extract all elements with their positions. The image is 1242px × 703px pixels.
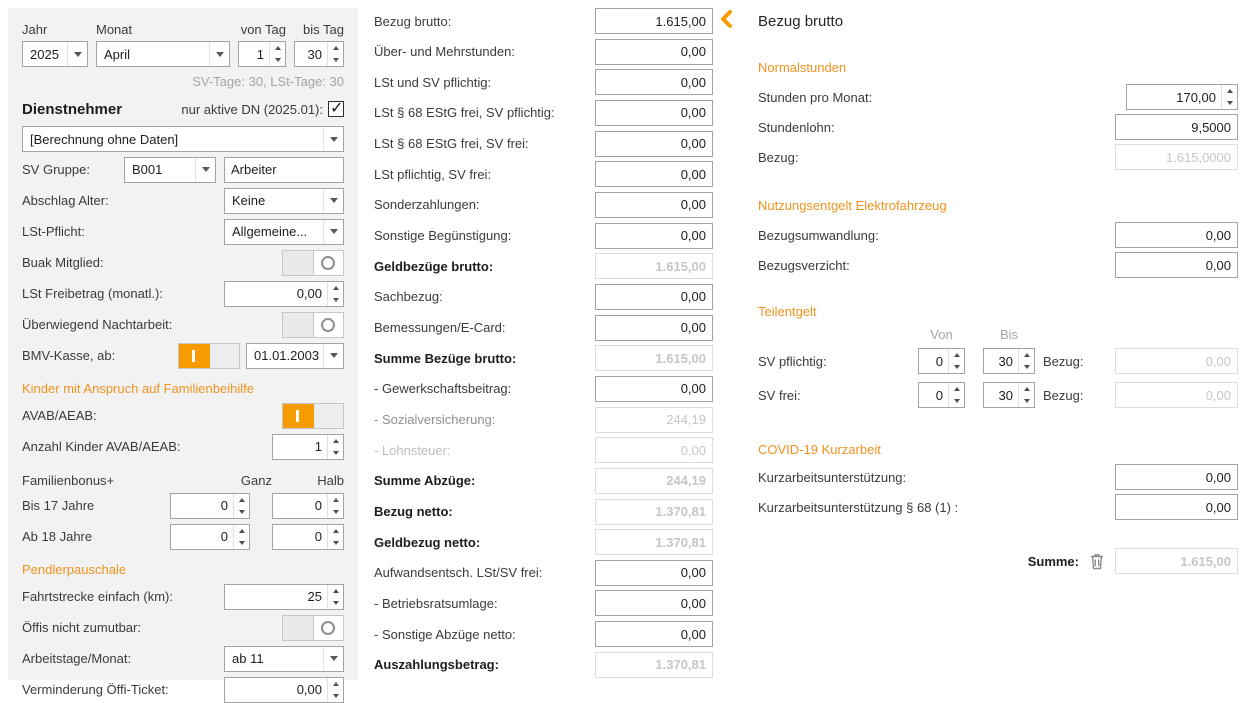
- buak-mitglied-toggle[interactable]: [282, 250, 344, 276]
- spin-down-icon[interactable]: [1019, 361, 1034, 373]
- abrechnung-row: [374, 69, 713, 95]
- covid-heading: COVID-19 Kurzarbeit: [758, 441, 881, 457]
- nutzungsentgelt-heading: Nutzungsentgelt Elektrofahrzeug: [758, 197, 947, 213]
- sv-frei-von-stepper[interactable]: 0: [918, 382, 965, 408]
- bezugsumwandlung-input[interactable]: 0,00: [1115, 222, 1238, 248]
- abrechnung-row-label: Summe Bezüge brutto:: [374, 350, 517, 366]
- abrechnung-row-input[interactable]: 0,00: [595, 69, 713, 95]
- lst-freibetrag-label: LSt Freibetrag (monatl.):: [22, 286, 163, 301]
- jahr-label: Jahr: [22, 22, 48, 37]
- abrechnung-row: [374, 345, 713, 371]
- abrechnung-row: [374, 652, 713, 678]
- abrechnung-row-label: LSt § 68 EStG frei, SV pflichtig:: [374, 105, 555, 121]
- abrechnung-row-input[interactable]: 0,00: [595, 560, 713, 586]
- abrechnung-row: [374, 100, 713, 126]
- abrechnung-row-input: 0,00: [595, 437, 713, 463]
- abrechnung-row-label: LSt pflichtig, SV frei:: [374, 166, 492, 182]
- abrechnung-row-label: - Betriebsratsumlage:: [374, 595, 498, 611]
- bis17-halb-stepper[interactable]: 0: [272, 493, 344, 519]
- spin-up-icon[interactable]: [328, 525, 343, 537]
- abrechnung-row-input[interactable]: 1.615,00: [595, 8, 713, 34]
- chevron-down-icon: [195, 158, 215, 182]
- avab-toggle[interactable]: [282, 403, 344, 429]
- sv-frei-label: SV frei:: [758, 387, 801, 403]
- dienstnehmer-dropdown[interactable]: [Berechnung ohne Daten]: [22, 126, 344, 152]
- spin-up-icon[interactable]: [1222, 85, 1237, 97]
- abrechnung-row-label: Sonstige Begünstigung:: [374, 228, 512, 244]
- abschlag-alter-dropdown[interactable]: Keine: [224, 188, 344, 214]
- bezugsverzicht-label: Bezugsverzicht:: [758, 257, 850, 273]
- abrechnung-row-label: LSt § 68 EStG frei, SV frei:: [374, 136, 529, 152]
- abrechnung-row-label: Geldbezug netto:: [374, 534, 481, 550]
- stunden-pro-monat-stepper[interactable]: 170,00: [1126, 84, 1238, 110]
- abschlag-alter-label: Abschlag Alter:: [22, 193, 109, 208]
- abrechnung-row: [374, 376, 713, 402]
- abrechnung-row-input[interactable]: 0,00: [595, 621, 713, 647]
- abrechnung-row-input[interactable]: 0,00: [595, 590, 713, 616]
- anzahl-kinder-label: Anzahl Kinder AVAB/AEAB:: [22, 439, 181, 454]
- sv-frei-bezug-field: 0,00: [1115, 382, 1238, 408]
- abrechnung-row: [374, 253, 713, 279]
- abrechnung-row-label: Bezug brutto:: [374, 13, 452, 29]
- detail-title: Bezug brutto: [758, 12, 844, 30]
- ganz-column-label: Ganz: [240, 473, 272, 488]
- abrechnung-row: [374, 223, 713, 249]
- abrechnung-row-input[interactable]: 0,00: [595, 39, 713, 65]
- abrechnung-row: [374, 8, 713, 34]
- abrechnung-row: [374, 529, 713, 555]
- arbeitstage-dropdown[interactable]: ab 11: [224, 646, 344, 672]
- bezug-label: Bezug:: [758, 149, 799, 165]
- spin-down-icon[interactable]: [1222, 97, 1237, 109]
- lst-pflicht-label: LSt-Pflicht:: [22, 224, 85, 239]
- spin-up-icon[interactable]: [328, 585, 343, 597]
- fahrtstrecke-label: Fahrtstrecke einfach (km):: [22, 589, 173, 604]
- abrechnung-row-input[interactable]: 0,00: [595, 161, 713, 187]
- abrechnung-row-input[interactable]: 0,00: [595, 192, 713, 218]
- abrechnung-rows: [374, 8, 713, 678]
- abrechnung-row-input[interactable]: 0,00: [595, 284, 713, 310]
- abrechnung-row-input: 1.615,00: [595, 345, 713, 371]
- abrechnung-row: [374, 621, 713, 647]
- chevron-down-icon: [323, 647, 343, 671]
- spin-down-icon[interactable]: [328, 537, 343, 549]
- bis-17-jahre-label: Bis 17 Jahre: [22, 498, 95, 513]
- stundenlohn-input[interactable]: 9,5000: [1115, 114, 1238, 140]
- sv-pflichtig-bezug-field: 0,00: [1115, 348, 1238, 374]
- abrechnung-row-input: 244,19: [595, 468, 713, 494]
- abrechnung-row-label: Sonderzahlungen:: [374, 197, 480, 213]
- spin-up-icon[interactable]: [234, 525, 249, 537]
- selected-row-chevron-icon[interactable]: [719, 9, 733, 29]
- stunden-pro-monat-label: Stunden pro Monat:: [758, 89, 873, 105]
- sv-gruppe-name-input[interactable]: Arbeiter: [224, 157, 344, 183]
- nur-aktive-dn-label: nur aktive DN (2025.01):: [181, 101, 323, 117]
- abrechnung-row-input[interactable]: 0,00: [595, 131, 713, 157]
- spin-down-icon[interactable]: [949, 395, 964, 407]
- abrechnung-row-label: Bemessungen/E-Card:: [374, 320, 506, 336]
- spin-down-icon[interactable]: [234, 506, 249, 518]
- lst-freibetrag-stepper[interactable]: 0,00: [224, 281, 344, 307]
- abrechnung-row-label: Sachbezug:: [374, 289, 443, 305]
- kurzarbeitsunterstuetzung-input[interactable]: 0,00: [1115, 464, 1238, 490]
- pendlerpauschale-heading: Pendlerpauschale: [22, 561, 127, 577]
- abrechnung-row: [374, 499, 713, 525]
- abrechnung-row-label: Auszahlungsbetrag:: [374, 657, 499, 673]
- sv-gruppe-dropdown[interactable]: B001: [124, 157, 216, 183]
- abrechnung-row: [374, 315, 713, 341]
- spin-down-icon[interactable]: [1019, 395, 1034, 407]
- abrechnung-row-input[interactable]: 0,00: [595, 376, 713, 402]
- abrechnung-row: [374, 468, 713, 494]
- arbeitstage-label: Arbeitstage/Monat:: [22, 651, 132, 666]
- spin-down-icon[interactable]: [328, 294, 343, 306]
- stundenlohn-label: Stundenlohn:: [758, 119, 835, 135]
- abrechnung-row-label: Über- und Mehrstunden:: [374, 44, 515, 60]
- buak-mitglied-label: Buak Mitglied:: [22, 255, 104, 270]
- settings-panel: [8, 8, 358, 697]
- abrechnung-row: [374, 560, 713, 586]
- spin-up-icon[interactable]: [328, 435, 343, 447]
- abrechnung-row: [374, 437, 713, 463]
- oeffis-label: Öffis nicht zumutbar:: [22, 620, 141, 635]
- chevron-down-icon: [323, 220, 343, 244]
- sv-pflichtig-von-stepper[interactable]: 0: [918, 348, 965, 374]
- abrechnung-row-label: - Lohnsteuer:: [374, 442, 451, 458]
- spin-down-icon[interactable]: [328, 506, 343, 518]
- kurzarbeitsunterstuetzung-68-label: Kurzarbeitsunterstützung § 68 (1) :: [758, 499, 959, 515]
- ab-18-jahre-label: Ab 18 Jahre: [22, 529, 93, 544]
- spin-down-icon[interactable]: [270, 54, 285, 66]
- fahrtstrecke-stepper[interactable]: 25: [224, 584, 344, 610]
- bmv-kasse-toggle[interactable]: [178, 343, 240, 369]
- avab-label: AVAB/AEAB:: [22, 408, 97, 423]
- abrechnung-row-label: Bezug netto:: [374, 504, 453, 519]
- abrechnung-row: [374, 590, 713, 616]
- abrechnung-row-input: 1.370,81: [595, 529, 713, 555]
- bis17-ganz-stepper[interactable]: 0: [170, 493, 250, 519]
- bmv-kasse-label: BMV-Kasse, ab:: [22, 348, 116, 363]
- monat-label: Monat: [96, 22, 133, 37]
- spin-up-icon[interactable]: [949, 383, 964, 395]
- monat-dropdown[interactable]: April: [96, 41, 230, 67]
- spin-up-icon[interactable]: [328, 678, 343, 690]
- verminderung-label: Verminderung Öffi-Ticket:: [22, 682, 169, 697]
- abrechnung-row-input: 244,19: [595, 407, 713, 433]
- bezugsumwandlung-label: Bezugsumwandlung:: [758, 227, 879, 243]
- sv-frei-bis-stepper[interactable]: 30: [983, 382, 1035, 408]
- kurzarbeitsunterstuetzung-label: Kurzarbeitsunterstützung:: [758, 469, 907, 485]
- nachtarbeit-label: Überwiegend Nachtarbeit:: [22, 317, 173, 332]
- spin-up-icon[interactable]: [1019, 349, 1034, 361]
- spin-down-icon[interactable]: [328, 690, 343, 702]
- chevron-down-icon: [323, 189, 343, 213]
- sv-gruppe-label: SV Gruppe:: [22, 162, 90, 177]
- abrechnung-row-label: - Sonstige Abzüge netto:: [374, 626, 516, 642]
- spin-up-icon[interactable]: [328, 494, 343, 506]
- chevron-down-icon: [323, 344, 343, 368]
- abrechnung-row-input: 1.370,81: [595, 499, 713, 525]
- bezug-brutto-detail-panel: [742, 10, 1238, 574]
- abrechnung-row-label: - Sozialversicherung:: [374, 412, 496, 428]
- jahr-dropdown[interactable]: 2025: [22, 41, 88, 67]
- von-column-label: Von: [930, 327, 953, 342]
- abrechnung-row: [374, 192, 713, 218]
- abrechnung-row-input: 1.615,00: [595, 253, 713, 279]
- oeffis-toggle[interactable]: [282, 615, 344, 641]
- abrechnung-row-label: - Gewerkschaftsbeitrag:: [374, 381, 512, 397]
- von-tag-label: von Tag: [240, 22, 286, 37]
- bmv-datum-dropdown[interactable]: 01.01.2003: [246, 343, 344, 369]
- ab18-ganz-stepper[interactable]: 0: [170, 524, 250, 550]
- spin-up-icon[interactable]: [328, 282, 343, 294]
- sv-pflichtig-bis-stepper[interactable]: 30: [983, 348, 1035, 374]
- lst-pflicht-dropdown[interactable]: Allgemeine...: [224, 219, 344, 245]
- abrechnung-row-label: LSt und SV pflichtig:: [374, 74, 492, 90]
- summe-field: 1.615,00: [1115, 548, 1238, 574]
- abrechnung-row-input[interactable]: 0,00: [595, 100, 713, 126]
- period-labels: [22, 22, 344, 37]
- chevron-down-icon: [67, 42, 87, 66]
- abrechnung-row-label: Aufwandsentsch. LSt/SV frei:: [374, 565, 543, 581]
- spin-up-icon[interactable]: [234, 494, 249, 506]
- sv-pflichtig-label: SV pflichtig:: [758, 353, 827, 369]
- halb-column-label: Halb: [317, 473, 344, 488]
- spin-down-icon[interactable]: [328, 597, 343, 609]
- nachtarbeit-toggle[interactable]: [282, 312, 344, 338]
- sv-frei-bezug-label: Bezug:: [1043, 387, 1084, 403]
- von-tag-stepper[interactable]: 1: [238, 41, 286, 67]
- spin-up-icon[interactable]: [270, 42, 285, 54]
- bezugsverzicht-input[interactable]: 0,00: [1115, 252, 1238, 278]
- nur-aktive-dn-checkbox[interactable]: [328, 101, 344, 117]
- spin-up-icon[interactable]: [1019, 383, 1034, 395]
- chevron-down-icon: [209, 42, 229, 66]
- abrechnung-row-label: Summe Abzüge:: [374, 473, 476, 489]
- abrechnung-row-input: 1.370,81: [595, 652, 713, 678]
- abrechnung-row: [374, 161, 713, 187]
- bezug-readonly-field: 1.615,0000: [1115, 144, 1238, 170]
- abrechnung-row: [374, 284, 713, 310]
- summe-label: Summe:: [1027, 553, 1079, 569]
- spin-down-icon[interactable]: [234, 537, 249, 549]
- abrechnung-row-input[interactable]: 0,00: [595, 315, 713, 341]
- spin-down-icon[interactable]: [328, 447, 343, 459]
- sv-lst-tage-info: SV-Tage: 30, LSt-Tage: 30: [192, 74, 344, 89]
- bis-tag-label: bis Tag: [303, 22, 344, 37]
- teilentgelt-heading: Teilentgelt: [758, 303, 817, 319]
- kurzarbeitsunterstuetzung-68-input[interactable]: 0,00: [1115, 494, 1238, 520]
- chevron-down-icon: [323, 127, 343, 151]
- normalstunden-heading: Normalstunden: [758, 59, 847, 75]
- bis-tag-stepper[interactable]: 30: [294, 41, 344, 67]
- dienstnehmer-title: Dienstnehmer: [22, 100, 123, 118]
- abrechnung-row-input[interactable]: 0,00: [595, 223, 713, 249]
- ab18-halb-stepper[interactable]: 0: [272, 524, 344, 550]
- verminderung-stepper[interactable]: 0,00: [224, 677, 344, 703]
- anzahl-kinder-stepper[interactable]: 1: [272, 434, 344, 460]
- sv-pflichtig-bezug-label: Bezug:: [1043, 353, 1084, 369]
- spin-down-icon[interactable]: [949, 361, 964, 373]
- spin-down-icon[interactable]: [328, 54, 343, 66]
- bis-column-label: Bis: [999, 327, 1019, 342]
- trash-icon[interactable]: [1088, 551, 1106, 571]
- kinder-heading: Kinder mit Anspruch auf Familienbeihilfe: [22, 380, 254, 396]
- abrechnung-row-label: Geldbezüge brutto:: [374, 258, 494, 274]
- abrechnung-row: [374, 131, 713, 157]
- spin-up-icon[interactable]: [328, 42, 343, 54]
- abrechnung-row: [374, 407, 713, 433]
- familienbonus-label: Familienbonus+: [22, 473, 115, 488]
- spin-up-icon[interactable]: [949, 349, 964, 361]
- abrechnung-row: [374, 39, 713, 65]
